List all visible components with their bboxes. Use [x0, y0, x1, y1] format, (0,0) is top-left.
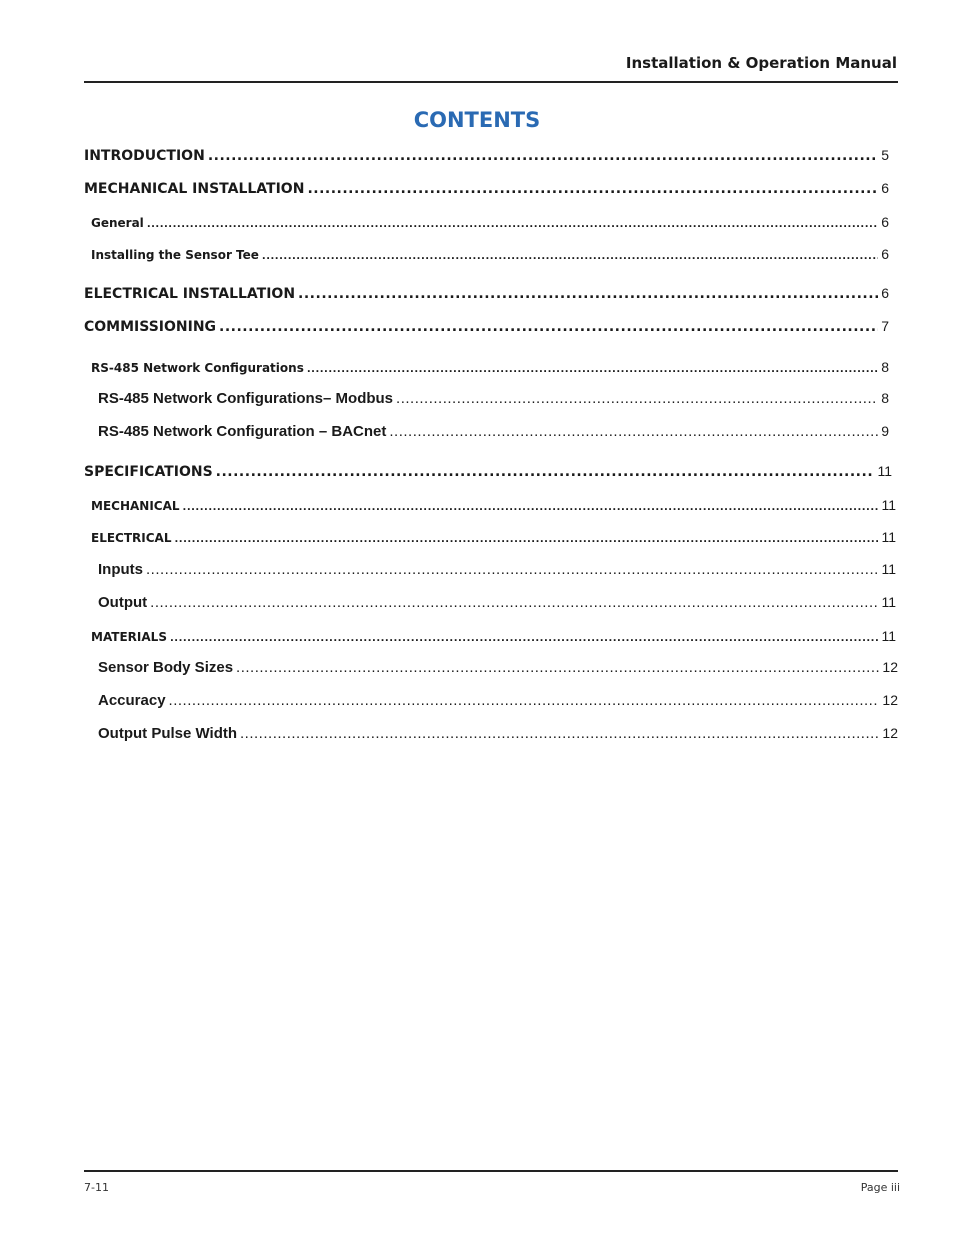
- toc-entry-rs485-network-configurations[interactable]: [91, 359, 889, 375]
- toc-entry-output-pulse-width[interactable]: [98, 725, 898, 742]
- toc-entry-label: Accuracy: [98, 692, 166, 709]
- toc-entry-page: 12: [882, 725, 898, 741]
- contents-title: CONTENTS: [413, 108, 541, 132]
- toc-entry-page: 5: [881, 147, 889, 163]
- header-divider: [84, 81, 898, 83]
- toc-entry-page: 6: [881, 180, 889, 196]
- toc-entry-label: Sensor Body Sizes: [98, 659, 234, 676]
- toc-entry-page: 11: [881, 628, 896, 644]
- footer-divider: [84, 1170, 898, 1172]
- toc-entry-label: Output Pulse Width: [98, 725, 238, 742]
- toc-entry-materials[interactable]: [91, 628, 896, 644]
- toc-entry-page: 11: [881, 594, 896, 610]
- toc-entry-label: RS-485 Network Configurations: [91, 361, 304, 375]
- toc-entry-mechanical-installation[interactable]: [84, 180, 889, 197]
- toc-entry-introduction[interactable]: [84, 147, 889, 164]
- toc-entry-electrical-installation[interactable]: [84, 285, 889, 302]
- toc-entry-label: Installing the Sensor Tee: [91, 248, 259, 262]
- toc-entry-label: COMMISSIONING: [84, 319, 217, 335]
- toc-entry-label: Output: [98, 594, 148, 611]
- toc-entry-page: 12: [882, 692, 898, 708]
- toc-entry-label: RS-485 Network Configurations– Modbus: [98, 390, 394, 407]
- footer-revision: 7-11: [84, 1181, 109, 1194]
- toc-entry-specifications[interactable]: [84, 463, 892, 480]
- toc-entry-installing-sensor-tee[interactable]: [91, 246, 889, 262]
- toc-entry-commissioning[interactable]: [84, 318, 889, 335]
- toc-entry-label: MECHANICAL: [91, 499, 180, 513]
- toc-entry-label: RS-485 Network Configuration – BACnet: [98, 423, 387, 440]
- toc-entry-label: General: [91, 216, 144, 230]
- toc-entry-sensor-body-sizes[interactable]: [98, 659, 898, 676]
- toc-entry-general[interactable]: [91, 214, 889, 230]
- toc-entry-label: MATERIALS: [91, 630, 167, 644]
- toc-entry-rs485-bacnet[interactable]: [98, 423, 889, 440]
- toc-entry-page: 6: [881, 214, 889, 230]
- header-title: Installation & Operation Manual: [625, 54, 897, 72]
- toc-entry-electrical[interactable]: [91, 529, 896, 545]
- toc-entry-page: 6: [881, 246, 889, 262]
- toc-entry-label: INTRODUCTION: [84, 148, 205, 164]
- toc-entry-mechanical[interactable]: [91, 497, 896, 513]
- toc-entry-page: 11: [881, 497, 896, 513]
- toc-entry-label: MECHANICAL INSTALLATION: [84, 181, 305, 197]
- toc-entry-page: 11: [881, 529, 896, 545]
- toc-entry-page: 12: [882, 659, 898, 675]
- toc-entry-label: ELECTRICAL INSTALLATION: [84, 286, 296, 302]
- toc-entry-page: 11: [877, 463, 892, 479]
- toc-entry-page: 9: [881, 423, 889, 439]
- toc-entry-page: 7: [881, 318, 889, 334]
- toc-entry-page: 6: [881, 285, 889, 301]
- toc-entry-label: ELECTRICAL: [91, 531, 172, 545]
- toc-entry-page: 8: [881, 390, 889, 406]
- footer-page-number: Page iii: [860, 1181, 900, 1194]
- toc-entry-inputs[interactable]: [98, 561, 896, 578]
- toc-entry-page: 11: [881, 561, 896, 577]
- toc-entry-rs485-modbus[interactable]: [98, 390, 889, 407]
- toc-entry-accuracy[interactable]: [98, 692, 898, 709]
- toc-entry-page: 8: [881, 359, 889, 375]
- toc-entry-output[interactable]: [98, 594, 896, 611]
- toc-entry-label: Inputs: [98, 561, 143, 578]
- toc-entry-label: SPECIFICATIONS: [84, 464, 213, 480]
